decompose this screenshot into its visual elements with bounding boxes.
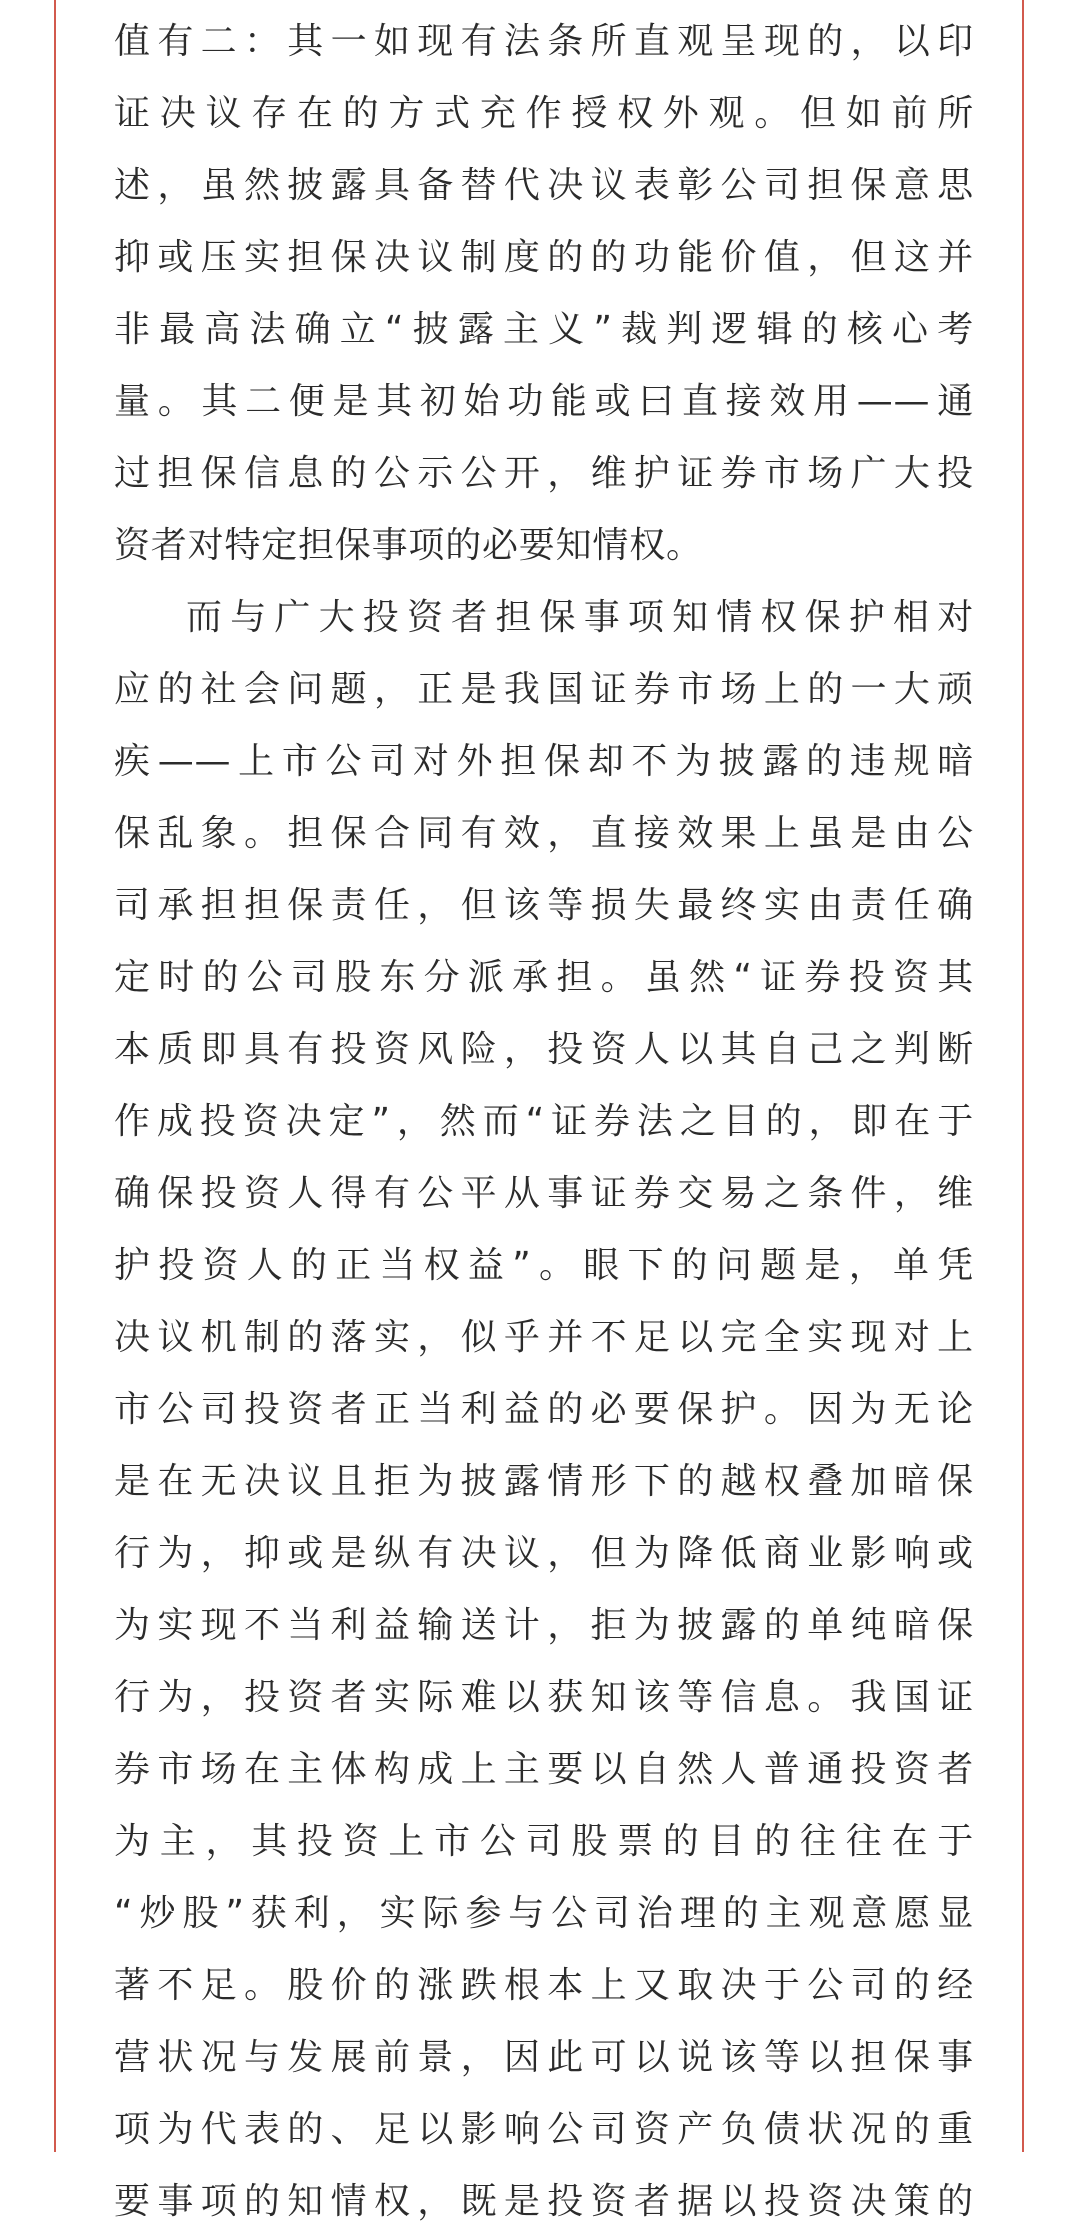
text-line: 值有二：其一如现有法条所直观呈现的，以印 (114, 21, 974, 62)
right-red-rule (1022, 0, 1024, 2152)
text-line: 行为，抑或是纵有决议，但为降低商业影响或 (114, 1533, 974, 1574)
paragraph-2 (114, 582, 974, 2238)
text-line: 证决议存在的方式充作授权外观。但如前所 (114, 93, 974, 134)
text-line: 著不足。股价的涨跌根本上又取决于公司的经 (114, 1965, 974, 2006)
text-line: 市公司投资者正当利益的必要保护。因为无论 (114, 1389, 974, 1430)
text-line: 要事项的知情权，既是投资者据以投资决策的 (114, 2181, 974, 2222)
paragraph-1 (114, 6, 974, 582)
left-red-rule (54, 0, 56, 2152)
article-body (114, 6, 974, 2238)
text-line: 司承担担保责任，但该等损失最终实由责任确 (114, 885, 974, 926)
text-line: 营状况与发展前景，因此可以说该等以担保事 (114, 2037, 974, 2078)
text-line: 而与广大投资者担保事项知情权保护相对 (186, 597, 974, 638)
text-line: “炒股”获利，实际参与公司治理的主观意愿显 (114, 1893, 974, 1934)
text-line: 疾——上市公司对外担保却不为披露的违规暗 (114, 741, 975, 782)
text-line: 是在无决议且拒为披露情形下的越权叠加暗保 (114, 1461, 974, 1502)
text-line: 本质即具有投资风险，投资人以其自己之判断 (114, 1029, 974, 1070)
text-line: 非最高法确立“披露主义”裁判逻辑的核心考 (114, 309, 974, 350)
text-line: 过担保信息的公示公开，维护证券市场广大投 (114, 453, 974, 494)
text-line: 为实现不当利益输送计，拒为披露的单纯暗保 (114, 1605, 974, 1646)
text-line: 资者对特定担保事项的必要知情权。 (114, 525, 703, 566)
text-line: 决议机制的落实，似乎并不足以完全实现对上 (114, 1317, 974, 1358)
text-line: 量。其二便是其初始功能或曰直接效用——通 (114, 381, 975, 422)
text-line: 作成投资决定”，然而“证券法之目的，即在于 (114, 1101, 974, 1142)
text-line: 为主，其投资上市公司股票的目的往往在于 (114, 1821, 974, 1862)
text-line: 抑或压实担保决议制度的的功能价值，但这并 (114, 237, 974, 278)
text-line: 述，虽然披露具备替代决议表彰公司担保意思 (114, 165, 974, 206)
text-line: 券市场在主体构成上主要以自然人普通投资者 (114, 1749, 974, 1790)
text-line: 保乱象。担保合同有效，直接效果上虽是由公 (114, 813, 974, 854)
text-line: 护投资人的正当权益”。眼下的问题是，单凭 (114, 1245, 974, 1286)
text-line: 应的社会问题，正是我国证券市场上的一大顽 (114, 669, 974, 710)
text-line: 项为代表的、足以影响公司资产负债状况的重 (114, 2109, 974, 2150)
text-line: 定时的公司股东分派承担。虽然“证券投资其 (114, 957, 974, 998)
text-line: 行为，投资者实际难以获知该等信息。我国证 (114, 1677, 974, 1718)
text-line: 确保投资人得有公平从事证券交易之条件，维 (114, 1173, 974, 1214)
